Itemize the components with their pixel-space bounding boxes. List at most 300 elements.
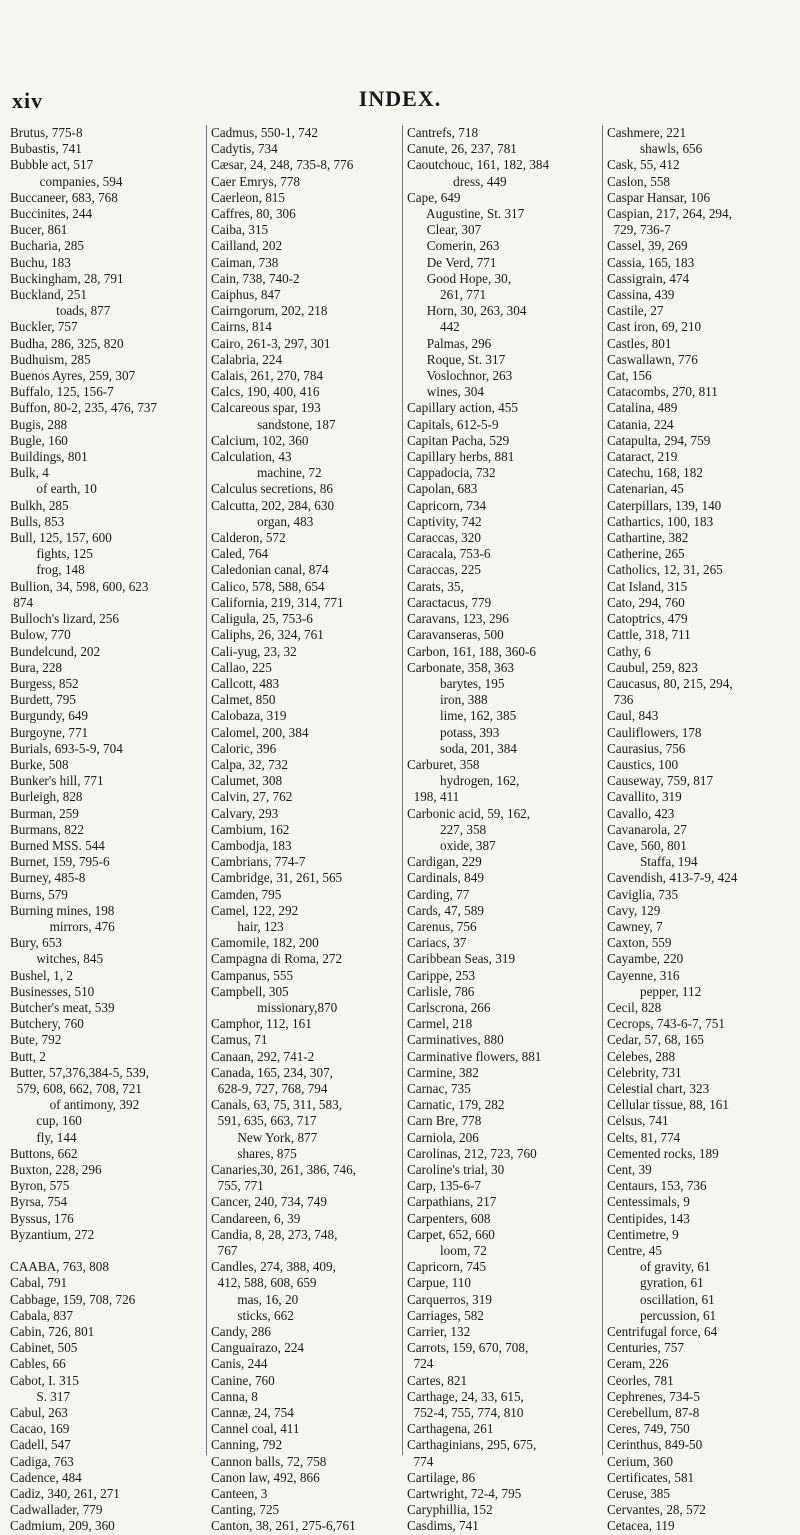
index-entry: Ceorles, 781 <box>607 1372 674 1388</box>
index-entry: 729, 736-7 <box>607 222 671 238</box>
index-entry: 767 <box>211 1243 238 1259</box>
index-entry: Burgundy, 649 <box>10 708 89 724</box>
index-entry: Celebrity, 731 <box>607 1064 682 1080</box>
index-entry: Cabot, I. 315 <box>10 1372 79 1388</box>
index-entry: Calico, 578, 588, 654 <box>211 578 325 594</box>
index-entry: Byron, 575 <box>10 1178 70 1194</box>
index-entry: Canute, 26, 237, 781 <box>407 141 517 157</box>
index-entry: Cape, 649 <box>407 189 461 205</box>
index-entry: Calcutta, 202, 284, 630 <box>211 497 335 513</box>
index-entry: Canting, 725 <box>211 1502 280 1518</box>
index-entry: Carriages, 582 <box>407 1307 484 1323</box>
index-entry: Carthaginians, 295, 675, <box>407 1437 537 1453</box>
index-entry: Carburet, 358 <box>407 756 480 772</box>
index-entry: Bura, 228 <box>10 659 63 675</box>
index-entry: Cabul, 263 <box>10 1405 68 1421</box>
index-entry: Capricorn, 745 <box>407 1259 487 1275</box>
index-entry: Cartilage, 86 <box>407 1469 476 1485</box>
index-entry: Centipides, 143 <box>607 1210 690 1226</box>
index-entry: Candareen, 6, 39 <box>211 1210 301 1226</box>
index-entry: Cadwallader, 779 <box>10 1502 103 1518</box>
index-entry: Castile, 27 <box>607 303 664 319</box>
index-entry <box>10 1243 206 1259</box>
index-entry: Capolan, 683 <box>407 481 478 497</box>
index-entry: Cancer, 240, 734, 749 <box>211 1194 327 1210</box>
index-entry: Cambium, 162 <box>211 821 290 837</box>
index-entry: Clear, 307 <box>407 222 482 238</box>
index-entry: Carippe, 253 <box>407 967 476 983</box>
index-entry: Businesses, 510 <box>10 983 95 999</box>
index-entry: missionary,870 <box>211 999 338 1015</box>
index-entry: sandstone, 187 <box>211 416 336 432</box>
index-entry: Buccaneer, 683, 768 <box>10 189 118 205</box>
index-entry: Buffalo, 125, 156-7 <box>10 384 114 400</box>
index-entry: Bugle, 160 <box>10 432 68 448</box>
index-entry: Canals, 63, 75, 311, 583, <box>211 1097 343 1113</box>
index-entry: Cayambe, 220 <box>607 951 684 967</box>
index-entry: 412, 588, 608, 659 <box>211 1275 317 1291</box>
index-entry: Cannel coal, 411 <box>211 1421 300 1437</box>
index-entry: Cavallito, 319 <box>607 789 682 805</box>
index-entry: Burmans, 822 <box>10 821 84 837</box>
index-entry: Carminative flowers, 881 <box>407 1048 542 1064</box>
index-entry: Centimetre, 9 <box>607 1226 679 1242</box>
index-entry: Butt, 2 <box>10 1048 46 1064</box>
index-entry: Centrifugal force, 64 <box>607 1324 718 1340</box>
index-entry: Carniola, 206 <box>407 1129 479 1145</box>
index-entry: Carminatives, 880 <box>407 1032 504 1048</box>
index-entry: Burials, 693-5-9, 704 <box>10 740 123 756</box>
index-entry: pepper, 112 <box>607 983 702 999</box>
index-entry: Bull, 125, 157, 600 <box>10 530 112 546</box>
index-entry: CAABA, 763, 808 <box>10 1259 109 1275</box>
index-entry: 227, 358 <box>407 821 487 837</box>
index-entry: Cadmium, 209, 360 <box>10 1518 115 1534</box>
index-entry: Cadiz, 340, 261, 271 <box>10 1486 120 1502</box>
index-entry: Cellular tissue, 88, 161 <box>607 1097 729 1113</box>
index-entry: Buckland, 251 <box>10 287 87 303</box>
index-columns <box>10 125 798 1534</box>
index-entry: Burnet, 159, 795-6 <box>10 854 110 870</box>
index-entry: Burke, 508 <box>10 756 69 772</box>
index-entry: Cadell, 547 <box>10 1437 71 1453</box>
index-entry: Captivity, 742 <box>407 513 482 529</box>
index-entry: Cat, 156 <box>607 368 652 384</box>
index-entry: Caiba, 315 <box>211 222 269 238</box>
index-entry: 628-9, 727, 768, 794 <box>211 1080 328 1096</box>
index-entry: Calcareous spar, 193 <box>211 400 321 416</box>
index-entry: Caravans, 123, 296 <box>407 611 509 627</box>
index-entry: Catapulta, 294, 759 <box>607 432 711 448</box>
index-entry: potass, 393 <box>407 724 500 740</box>
index-entry: Cathy, 6 <box>607 643 651 659</box>
index-entry: Bulloch's lizard, 256 <box>10 611 119 627</box>
index-entry: 752-4, 755, 774, 810 <box>407 1405 524 1421</box>
index-entry: Camus, 71 <box>211 1032 268 1048</box>
index-entry: Centaurs, 153, 736 <box>607 1178 707 1194</box>
index-entry: 736 <box>607 692 634 708</box>
index-entry: Cathartics, 100, 183 <box>607 513 714 529</box>
index-entry: Buckingham, 28, 791 <box>10 270 124 286</box>
index-entry: Campagna di Roma, 272 <box>211 951 343 967</box>
index-entry: Cave, 560, 801 <box>607 837 687 853</box>
index-entry: Cabal, 791 <box>10 1275 68 1291</box>
index-entry: Calais, 261, 270, 784 <box>211 368 324 384</box>
index-entry: Cavallo, 423 <box>607 805 675 821</box>
index-entry: Caiphus, 847 <box>211 287 281 303</box>
index-entry: Catoptrics, 479 <box>607 611 688 627</box>
index-entry: Bulkh, 285 <box>10 497 69 513</box>
index-entry: Buccinites, 244 <box>10 206 93 222</box>
index-entry: Carbon, 161, 188, 360-6 <box>407 643 536 659</box>
index-entry: Caraccas, 225 <box>407 562 481 578</box>
index-entry: Centessimals, 9 <box>607 1194 690 1210</box>
index-entry: Burney, 485-8 <box>10 870 86 886</box>
index-entry: Candia, 8, 28, 273, 748, <box>211 1226 338 1242</box>
index-entry: Carrier, 132 <box>407 1324 471 1340</box>
index-entry: Cariacs, 37 <box>407 935 467 951</box>
index-entry: 591, 635, 663, 717 <box>211 1113 317 1129</box>
index-entry: Bucer, 861 <box>10 222 68 238</box>
index-entry: Cannæ, 24, 754 <box>211 1405 294 1421</box>
index-entry: Canna, 8 <box>211 1388 258 1404</box>
index-entry: Causeway, 759, 817 <box>607 773 714 789</box>
index-entry: dress, 449 <box>407 173 507 189</box>
index-entry: Burned MSS. 544 <box>10 837 105 853</box>
index-entry: 874 <box>10 594 34 610</box>
index-entry: Budha, 286, 325, 820 <box>10 335 124 351</box>
index-entry: Callcott, 483 <box>211 675 280 691</box>
index-entry: Palmas, 296 <box>407 335 492 351</box>
index-entry: Byssus, 176 <box>10 1210 74 1226</box>
index-entry: Cassel, 39, 269 <box>607 238 688 254</box>
index-entry: Ceruse, 385 <box>607 1486 670 1502</box>
index-entry: Caracala, 753-6 <box>407 546 491 562</box>
index-entry: mas, 16, 20 <box>211 1291 299 1307</box>
index-entry: Cabala, 837 <box>10 1307 73 1323</box>
index-entry: Cetacea, 119 <box>607 1518 675 1534</box>
index-entry: Caliphs, 26, 324, 761 <box>211 627 324 643</box>
index-entry: Carquerros, 319 <box>407 1291 492 1307</box>
index-entry: Caer Emrys, 778 <box>211 173 300 189</box>
index-entry: Camden, 795 <box>211 886 282 902</box>
index-entry: Caledonian canal, 874 <box>211 562 329 578</box>
index-entry: Bundelcund, 202 <box>10 643 101 659</box>
index-entry: Burgess, 852 <box>10 675 79 691</box>
index-entry: Caul, 843 <box>607 708 659 724</box>
index-entry: Cabinet, 505 <box>10 1340 78 1356</box>
index-entry: Calumet, 308 <box>211 773 283 789</box>
index-entry: Caslon, 558 <box>607 173 671 189</box>
index-entry: 724 <box>407 1356 434 1372</box>
index-entry: shawls, 656 <box>607 141 703 157</box>
index-entry: S. 317 <box>10 1388 71 1404</box>
index-entry: organ, 483 <box>211 513 314 529</box>
index-entry: machine, 72 <box>211 465 322 481</box>
index-entry: Buffon, 80-2, 235, 476, 737 <box>10 400 158 416</box>
index-entry: Cattle, 318, 711 <box>607 627 691 643</box>
index-entry: of earth, 10 <box>10 481 97 497</box>
index-entry: Candy, 286 <box>211 1324 271 1340</box>
index-entry: oxide, 387 <box>407 837 496 853</box>
index-entry: Bulow, 770 <box>10 627 71 643</box>
index-entry: Celsus, 741 <box>607 1113 669 1129</box>
index-entry: Calabria, 224 <box>211 351 283 367</box>
index-entry: Cephrenes, 734-5 <box>607 1388 701 1404</box>
index-entry: Catherine, 265 <box>607 546 685 562</box>
index-entry: Carmine, 382 <box>407 1064 479 1080</box>
index-entry: Comerin, 263 <box>407 238 500 254</box>
index-entry: Cauliflowers, 178 <box>607 724 702 740</box>
index-entry: Bullion, 34, 598, 600, 623 <box>10 578 149 594</box>
index-entry: Carenus, 756 <box>407 918 477 934</box>
index-entry: Calomel, 200, 384 <box>211 724 309 740</box>
index-entry: 261, 771 <box>407 287 487 303</box>
index-entry: Burgoyne, 771 <box>10 724 89 740</box>
index-entry: Canine, 760 <box>211 1372 275 1388</box>
index-entry: Catechu, 168, 182 <box>607 465 703 481</box>
index-entry: Canon law, 492, 866 <box>211 1469 320 1485</box>
index-entry: Burman, 259 <box>10 805 79 821</box>
index-entry: barytes, 195 <box>407 675 505 691</box>
page-number: xiv <box>12 88 44 113</box>
index-entry: De Verd, 771 <box>407 254 497 270</box>
index-entry: 774 <box>407 1453 434 1469</box>
index-entry: Cabbage, 159, 708, 726 <box>10 1291 136 1307</box>
index-entry: Good Hope, 30, <box>407 270 512 286</box>
index-entry: Cemented rocks, 189 <box>607 1145 719 1161</box>
index-entry: Cassina, 439 <box>607 287 675 303</box>
index-entry: Calpa, 32, 732 <box>211 756 288 772</box>
index-entry: Carbonic acid, 59, 162, <box>407 805 531 821</box>
index-entry: Canada, 165, 234, 307, <box>211 1064 333 1080</box>
index-entry: 442 <box>407 319 460 335</box>
index-entry: Castles, 801 <box>607 335 672 351</box>
index-entry: Staffa, 194 <box>607 854 698 870</box>
index-entry: Caviglia, 735 <box>607 886 679 902</box>
index-entry: witches, 845 <box>10 951 104 967</box>
index-entry: Centuries, 757 <box>607 1340 684 1356</box>
index-entry: iron, 388 <box>407 692 488 708</box>
index-entry: Canis, 244 <box>211 1356 268 1372</box>
index-entry: Calderon, 572 <box>211 530 286 546</box>
index-entry: Cain, 738, 740-2 <box>211 270 300 286</box>
index-entry: Capillary action, 455 <box>407 400 518 416</box>
index-entry: Calculus secretions, 86 <box>211 481 333 497</box>
index-entry: Caurasius, 756 <box>607 740 686 756</box>
index-entry: Cavanarola, 27 <box>607 821 687 837</box>
index-entry: Carnatic, 179, 282 <box>407 1097 505 1113</box>
index-entry: Caractacus, 779 <box>407 594 492 610</box>
index-entry: Brutus, 775-8 <box>10 125 83 140</box>
index-entry: Catholics, 12, 31, 265 <box>607 562 723 578</box>
index-entry: Caligula, 25, 753-6 <box>211 611 313 627</box>
index-entry: Butter, 57,376,384-5, 539, <box>10 1064 150 1080</box>
index-entry: Camel, 122, 292 <box>211 902 299 918</box>
index-entry: Canaries,30, 261, 386, 746, <box>211 1162 357 1177</box>
index-entry: Bubble act, 517 <box>10 157 94 173</box>
index-entry: Calmet, 850 <box>211 692 276 708</box>
index-entry: frog, 148 <box>10 562 85 578</box>
index-entry: Catenarian, 45 <box>607 481 684 497</box>
index-entry: Bury, 653 <box>10 935 62 951</box>
index-entry: Burns, 579 <box>10 886 68 902</box>
index-entry: Caiman, 738 <box>211 254 279 270</box>
index-entry: companies, 594 <box>10 173 123 189</box>
index-entry: Caled, 764 <box>211 546 269 562</box>
index-entry: Canguairazo, 224 <box>211 1340 305 1356</box>
index-entry: Buttons, 662 <box>10 1145 78 1161</box>
index-entry: toads, 877 <box>10 303 111 319</box>
index-column-4 <box>602 125 798 1534</box>
index-entry: Butchery, 760 <box>10 1016 84 1032</box>
index-entry: Cast iron, 69, 210 <box>607 319 702 335</box>
index-entry: Caerleon, 815 <box>211 189 285 205</box>
index-entry: Callao, 225 <box>211 659 272 675</box>
index-entry: Cecrops, 743-6-7, 751 <box>607 1016 725 1032</box>
index-entry: Catacombs, 270, 811 <box>607 384 718 400</box>
index-entry: Camomile, 182, 200 <box>211 935 319 951</box>
index-entry: fly, 144 <box>10 1129 77 1145</box>
index-entry: Cerium, 360 <box>607 1453 673 1469</box>
index-entry: Caucasus, 80, 215, 294, <box>607 675 733 691</box>
index-entry: Capillary herbs, 881 <box>407 449 515 465</box>
index-entry: Cardinals, 849 <box>407 870 484 886</box>
index-entry: sticks, 662 <box>211 1307 294 1323</box>
index-entry: Bute, 792 <box>10 1032 62 1048</box>
index-entry: Butcher's meat, 539 <box>10 999 115 1015</box>
index-entry: Carolinas, 212, 723, 760 <box>407 1145 537 1161</box>
index-entry: Capricorn, 734 <box>407 497 487 513</box>
index-entry: Augustine, St. 317 <box>407 206 525 222</box>
index-entry: Burleigh, 828 <box>10 789 83 805</box>
index-entry: Celestial chart, 323 <box>607 1080 710 1096</box>
index-entry: Ceres, 749, 750 <box>607 1421 690 1437</box>
index-entry: soda, 201, 384 <box>407 740 517 756</box>
index-entry: Cadiga, 763 <box>10 1453 74 1469</box>
index-entry: fights, 125 <box>10 546 93 562</box>
index-entry: Carn Bre, 778 <box>407 1113 482 1129</box>
index-entry: Bulls, 853 <box>10 513 65 529</box>
index-entry: Candles, 274, 388, 409, <box>211 1259 336 1275</box>
index-entry: Ceram, 226 <box>607 1356 669 1372</box>
index-entry: Cask, 55, 412 <box>607 157 680 173</box>
index-entry: cup, 160 <box>10 1113 82 1129</box>
index-entry: Caterpillars, 139, 140 <box>607 497 722 513</box>
index-entry: Cadence, 484 <box>10 1469 82 1485</box>
index-column-2 <box>206 125 402 1534</box>
index-entry: Cawney, 7 <box>607 918 663 934</box>
index-entry: Cadmus, 550-1, 742 <box>211 125 318 140</box>
index-entry: Carp, 135-6-7 <box>407 1178 481 1194</box>
index-entry: Caryphillia, 152 <box>407 1502 493 1518</box>
index-entry: Cayenne, 316 <box>607 967 680 983</box>
index-entry: Calvin, 27, 762 <box>211 789 293 805</box>
index-entry: wines, 304 <box>407 384 484 400</box>
index-entry: shares, 875 <box>211 1145 297 1161</box>
index-entry: New York, 877 <box>211 1129 318 1145</box>
index-entry: Campbell, 305 <box>211 983 289 999</box>
index-entry: Campanus, 555 <box>211 967 294 983</box>
index-entry: Carpet, 652, 660 <box>407 1226 495 1242</box>
index-entry: Cards, 47, 589 <box>407 902 484 918</box>
index-entry: Bucharia, 285 <box>10 238 84 254</box>
index-entry: Bugis, 288 <box>10 416 68 432</box>
index-entry: Cantrefs, 718 <box>407 125 479 140</box>
index-entry: Cairngorum, 202, 218 <box>211 303 328 319</box>
index-entry: Carlisle, 786 <box>407 983 475 999</box>
index-entry: Canaan, 292, 741-2 <box>211 1048 315 1064</box>
index-entry: Casdims, 741 <box>407 1518 479 1534</box>
index-entry: Camphor, 112, 161 <box>211 1016 312 1032</box>
index-entry: Roque, St. 317 <box>407 351 506 367</box>
index-entry: Cadytis, 734 <box>211 141 278 157</box>
index-entry: Cataract, 219 <box>607 449 678 465</box>
index-entry: Caswallawn, 776 <box>607 351 698 367</box>
index-entry: Burning mines, 198 <box>10 902 115 918</box>
index-entry: Calvary, 293 <box>211 805 279 821</box>
index-entry: California, 219, 314, 771 <box>211 594 344 610</box>
index-entry: Certificates, 581 <box>607 1469 695 1485</box>
index-entry: Capitals, 612-5-9 <box>407 416 499 432</box>
index-entry: Horn, 30, 263, 304 <box>407 303 527 319</box>
index-entry: of gravity, 61 <box>607 1259 711 1275</box>
index-entry: Caustics, 100 <box>607 756 679 772</box>
index-entry: Calculation, 43 <box>211 449 292 465</box>
index-entry: Cartwright, 72-4, 795 <box>407 1486 522 1502</box>
index-entry: Caloric, 396 <box>211 740 277 756</box>
index-entry: Cannon balls, 72, 758 <box>211 1453 327 1469</box>
index-entry: Carthagena, 261 <box>407 1421 494 1437</box>
index-entry: loom, 72 <box>407 1243 487 1259</box>
index-entry: 755, 771 <box>211 1178 264 1194</box>
index-entry: Cassia, 165, 183 <box>607 254 695 270</box>
index-entry: Capitan Pacha, 529 <box>407 432 510 448</box>
index-entry: Cassigrain, 474 <box>607 270 690 286</box>
index-entry: Caribbean Seas, 319 <box>407 951 516 967</box>
index-entry: Carats, 35, <box>407 578 464 594</box>
index-entry: Caspar Hansar, 106 <box>607 189 711 205</box>
index-entry: Burdett, 795 <box>10 692 76 708</box>
index-entry: Cairns, 814 <box>211 319 272 335</box>
index-entry: Cairo, 261-3, 297, 301 <box>211 335 331 351</box>
index-entry: Catania, 224 <box>607 416 674 432</box>
index-entry: Calcium, 102, 360 <box>211 432 309 448</box>
index-entry: Canteen, 3 <box>211 1486 268 1502</box>
index-entry: Carlscrona, 266 <box>407 999 491 1015</box>
index-entry: Caoutchouc, 161, 182, 384 <box>407 157 550 173</box>
index-entry: Buenos Ayres, 259, 307 <box>10 368 136 384</box>
index-entry: Calcs, 190, 400, 416 <box>211 384 320 400</box>
index-entry: Carpue, 110 <box>407 1275 471 1291</box>
index-entry: Carthage, 24, 33, 615, <box>407 1388 524 1404</box>
index-entry: Cent, 39 <box>607 1162 652 1177</box>
index-entry: Buxton, 228, 296 <box>10 1162 102 1177</box>
index-entry: Bunker's hill, 771 <box>10 773 104 789</box>
index-entry: Caravanseras, 500 <box>407 627 504 643</box>
index-entry: Cali-yug, 23, 32 <box>211 643 297 659</box>
index-entry: Cerebellum, 87-8 <box>607 1405 700 1421</box>
index-entry: Caubul, 259, 823 <box>607 659 698 675</box>
index-entry: Budhuism, 285 <box>10 351 91 367</box>
index-entry: Bubastis, 741 <box>10 141 82 157</box>
index-entry: Cambrians, 774-7 <box>211 854 306 870</box>
index-entry: percussion, 61 <box>607 1307 717 1323</box>
index-entry: Cappadocia, 732 <box>407 465 496 481</box>
index-entry: Carpathians, 217 <box>407 1194 497 1210</box>
index-entry: Cables, 66 <box>10 1356 66 1372</box>
index-entry: Catalina, 489 <box>607 400 678 416</box>
